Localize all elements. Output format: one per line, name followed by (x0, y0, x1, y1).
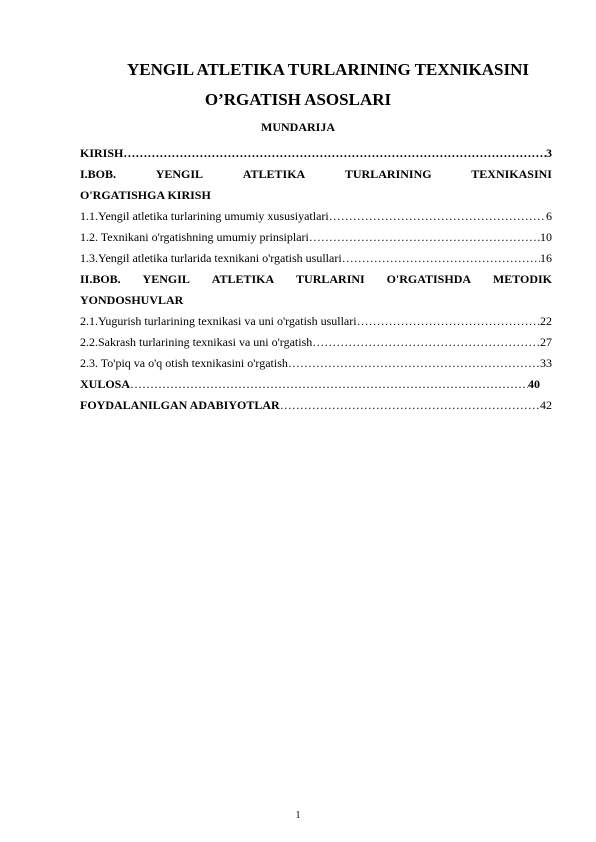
chapter-1-title-line-1 (80, 161, 552, 182)
chapter-2-word: METODIK (492, 272, 552, 286)
toc-leader-dots (357, 314, 540, 329)
toc-leader-dots (329, 209, 546, 224)
toc-entry-label: KIRISH (80, 146, 124, 160)
toc-entry-label: 2.3. To'piq va o'q otish texnikasini o'rgatish (80, 356, 288, 370)
title-line-1: YENGIL ATLETIKA TURLARINING TEXNIKASINI (127, 60, 529, 79)
toc-entry-label: 1.3.Yengil atletika turlarida texnikani o'rgatish usullari (80, 251, 342, 265)
toc-leader-dots (312, 335, 540, 350)
toc-entry-page: 27 (540, 335, 552, 349)
toc-entry-2-3[interactable] (80, 350, 552, 371)
toc-entry-page: 6 (546, 209, 552, 223)
toc-entry-label: XULOSA (80, 377, 131, 391)
page-number: 1 (295, 810, 301, 821)
toc-entry-label: 1.2. Texnikani o'rgatishning umumiy prinsiplari (80, 230, 309, 244)
chapter-1-word: TURLARINING (344, 167, 432, 181)
toc-leader-dots (309, 230, 540, 245)
chapter-1-word: I.BOB. (80, 167, 117, 181)
toc-entry-1-2[interactable] (80, 224, 552, 245)
chapter-1-word: YENGIL (155, 167, 204, 181)
toc-leader-dots (280, 398, 540, 413)
toc-entry-page: 42 (540, 398, 552, 412)
table-of-contents (80, 140, 552, 413)
chapter-1-word: ATLETIKA (242, 167, 306, 181)
toc-entry-1-1[interactable] (80, 203, 552, 224)
chapter-1-title-line-2: O'RGATISHGA KIRISH (80, 188, 211, 202)
toc-leader-dots (342, 251, 540, 266)
toc-entry-page: 22 (540, 314, 552, 328)
toc-entry-2-1[interactable] (80, 308, 552, 329)
chapter-1-word: TEXNIKASINI (471, 167, 552, 181)
toc-chapter-1[interactable] (80, 161, 552, 203)
chapter-2-word: O'RGATISHDA (386, 272, 472, 286)
toc-entry-1-3[interactable] (80, 245, 552, 266)
toc-entry-label: 2.2.Sakrash turlarining texnikasi va uni o'rgatish (80, 335, 313, 349)
toc-chapter-2[interactable] (80, 266, 552, 308)
toc-entry-label: FOYDALANILGAN ADABIYOTLAR (80, 398, 280, 412)
toc-entry-kirish[interactable] (80, 140, 552, 161)
toc-leader-dots (288, 356, 540, 371)
chapter-2-word: II.BOB. (80, 272, 121, 286)
toc-leader-dots (130, 377, 528, 392)
chapter-2-word: TURLARINI (296, 272, 365, 286)
toc-entry-adabiyotlar[interactable] (80, 392, 552, 413)
toc-entry-page: 40 (528, 377, 540, 391)
toc-entry-page: 10 (540, 230, 552, 244)
chapter-2-title-line-2: YONDOSHUVLAR (80, 293, 184, 307)
toc-entry-page: 3 (546, 146, 552, 160)
toc-entry-page: 16 (540, 251, 552, 265)
chapter-2-title-line-1 (80, 266, 552, 287)
toc-entry-label: 1.1.Yengil atletika turlarining umumiy xususiyatlari (80, 209, 329, 223)
toc-entry-xulosa[interactable] (80, 371, 552, 392)
chapter-2-word: YENGIL (142, 272, 190, 286)
toc-entry-page: 33 (540, 356, 552, 370)
toc-heading: MUNDARIJA (261, 120, 335, 134)
toc-entry-2-2[interactable] (80, 329, 552, 350)
title-line-2: O’RGATISH ASOSLARI (204, 90, 392, 109)
toc-leader-dots (123, 146, 546, 161)
toc-entry-label: 2.1.Yugurish turlarining texnikasi va uni o'rgatish usullari (80, 314, 357, 328)
chapter-2-word: ATLETIKA (211, 272, 275, 286)
